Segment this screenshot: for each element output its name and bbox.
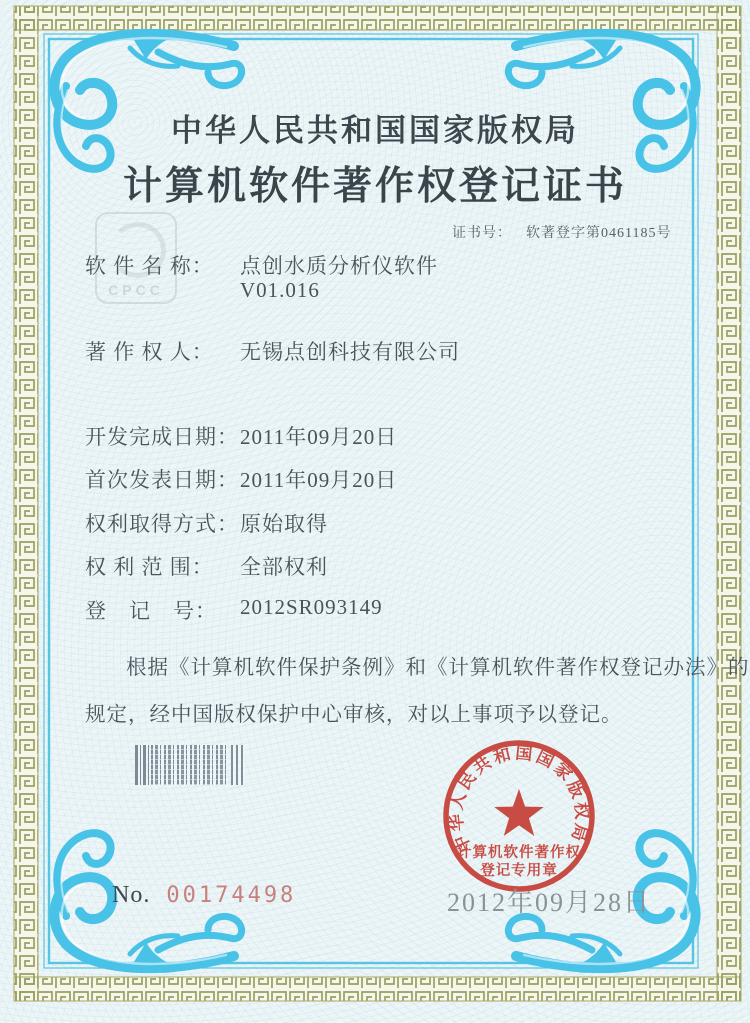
- seal-date: 2012年09月28日: [447, 888, 652, 917]
- field-value: 无锡点创科技有限公司: [240, 340, 460, 364]
- field-value-version: V01.016: [240, 278, 320, 302]
- field-value: 2011年09月20日: [240, 425, 398, 449]
- field-label: 首次发表日期：: [85, 468, 239, 492]
- field-value: 原始取得: [240, 512, 328, 536]
- seal-inner-line2: 登记专用章: [480, 863, 558, 879]
- serial-value: 00174498: [166, 883, 297, 908]
- statement-line-1: 根据《计算机软件保护条例》和《计算机软件著作权登记办法》的: [126, 657, 750, 679]
- cpcc-watermark-text: CPCC: [108, 282, 164, 298]
- serial-label: No.: [112, 882, 151, 908]
- field-value: 全部权利: [240, 555, 328, 579]
- seal-ring-text: 中华人民共和国国家版权局: [446, 743, 592, 856]
- field-value: 2012SR093149: [240, 595, 383, 619]
- certificate-number-label: 证书号：: [452, 226, 512, 241]
- serial-number-line: [112, 882, 296, 909]
- star-icon: [494, 789, 543, 836]
- barcode-icon: [135, 745, 245, 785]
- field-label: 权利取得方式：: [85, 512, 239, 536]
- field-label: 软 件 名 称：: [85, 254, 214, 278]
- field-label: 登 记 号：: [85, 599, 217, 623]
- field-value: 2011年09月20日: [240, 468, 398, 492]
- field-label: 开发完成日期：: [85, 425, 239, 449]
- seal-inner-line1: 计算机软件著作权: [457, 845, 581, 861]
- certificate-number-line: [452, 222, 671, 242]
- field-value: 点创水质分析仪软件: [240, 254, 438, 278]
- issuer-title: 中华人民共和国国家版权局: [171, 113, 579, 148]
- official-seal: [434, 731, 604, 901]
- statement-line-2: 规定，经中国版权保护中心审核，对以上事项予以登记。: [85, 704, 623, 726]
- certificate-number-value: 软著登字第0461185号: [526, 226, 672, 241]
- field-label: 著 作 权 人：: [85, 340, 214, 364]
- field-label: 权 利 范 围：: [85, 555, 214, 579]
- certificate-title: 计算机软件著作权登记证书: [122, 165, 627, 208]
